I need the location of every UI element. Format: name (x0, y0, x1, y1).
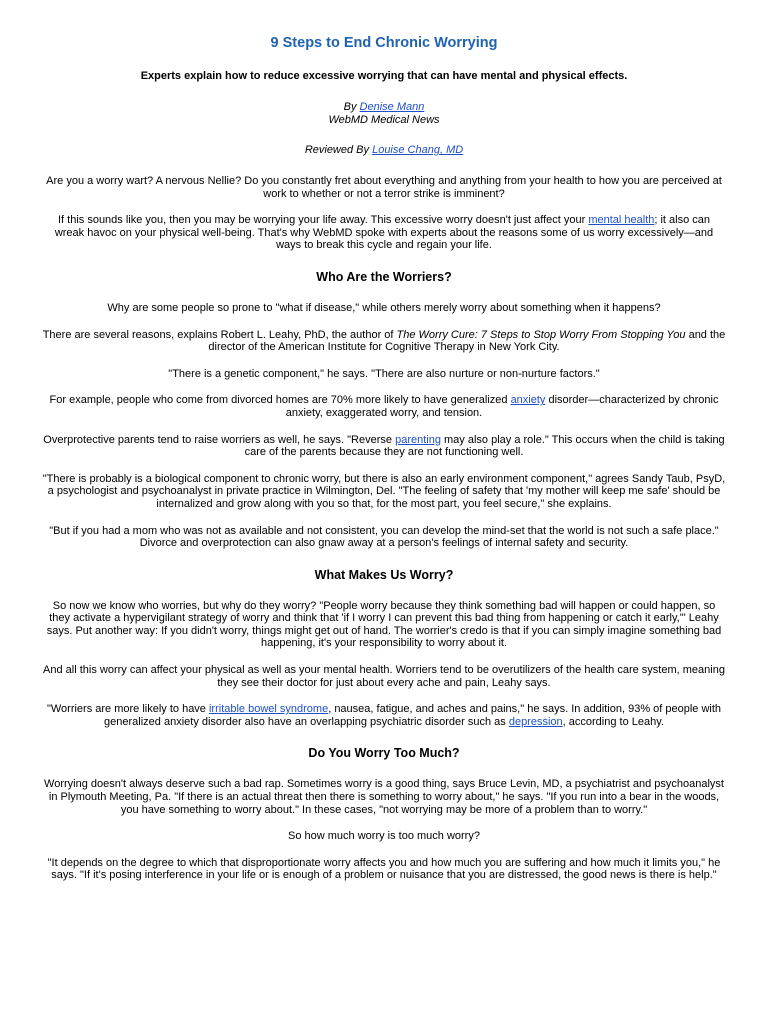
book-title: The Worry Cure: 7 Steps to Stop Worry From Stopping You (396, 328, 686, 341)
reviewed-by (42, 144, 726, 157)
section1-paragraph-2: There are several reasons, explains Robert L. Leahy, PhD, the author of The Worry Cure: 7 Steps to Stop Worry From Stopping You and the director of the American Institute for Cognitive Therapy in New York City. (42, 328, 726, 354)
section2-paragraph-1: So now we know who worries, but why do they worry? "People worry because they think something bad will happen or could happen, so they activate a hypervigilant strategy of worry and think that 'if I worry I can prevent this bad thing from happening or catch it early,'" Leahy says. Put another way: If you didn't worry, things might get out of hand. The worrier's credo is that if you can simply imagine something bad happening, it's your responsibility to worry about it. (46, 599, 722, 650)
section2-paragraph-2: And all this worry can affect your physical as well as your mental health. Worriers tend to be overutilizers of the health care system, meaning they see their doctor for just about every ache and pain, Leahy says. (43, 664, 725, 689)
section1-paragraph-1: Why are some people so prone to "what if disease," while others merely worry about something when it happens? (107, 301, 661, 314)
parenting-link[interactable]: parenting (395, 433, 441, 446)
by-label: By (343, 101, 357, 113)
anxiety-link[interactable]: anxiety (510, 394, 546, 407)
depression-link[interactable]: depression (508, 715, 563, 728)
section3-paragraph-3: "It depends on the degree to which that disproportionate worry affects you and how much you are suffering and how much it limits you," he says. "If it's posing interference in your life or is enough of a problem or nuisance that you are distressed, the good news is there is help." (47, 856, 721, 882)
article-subtitle: Experts explain how to reduce excessive worrying that can have mental and physical effects. (140, 70, 628, 82)
section-heading-worry: What Makes Us Worry? (314, 567, 454, 582)
section3-paragraph-2: So how much worry is too much worry? (288, 830, 480, 843)
section1-paragraph-7: "But if you had a mom who was not as available and not consistent, you can develop the mind-set that the world is not such a safe place." Divorce and overprotection can also gnaw away at a person's feelings of internal safety and security. (49, 524, 719, 550)
ibs-link[interactable]: irritable bowel syndrome (208, 703, 329, 716)
article-title: 9 Steps to End Chronic Worrying (270, 35, 498, 51)
section3-paragraph-1: Worrying doesn't always deserve such a bad rap. Sometimes worry is a good thing, says Bruce Levin, MD, a psychiatrist and psychoanalyst in Plymouth Meeting, Pa. "If there is an actual threat then there is something to worry about," he says. "If you run into a bear in the woods, you have something to worry about." In these cases, "not worrying may be more of a problem than to worry." (44, 778, 724, 816)
section1-paragraph-4: For example, people who come from divorced homes are 70% more likely to have generalized anxiety disorder—characterized by chronic anxiety, exaggerated worry, and tension. (49, 394, 719, 419)
publication: WebMD Medical News (328, 114, 440, 126)
reviewer-link[interactable]: Louise Chang, MD (372, 144, 464, 156)
section1-paragraph-6: "There is probably is a biological component to chronic worry, but there is also an early environment component," agrees Sandy Taub, PsyD, a psychologist and psychoanalyst in private practice in Wilmington, Del. "The feeling of safety that 'my mother will keep me safe' should be internalized and grow along with you so that, for the most part, you feel secure," she explains. (42, 472, 726, 510)
section-heading-too-much: Do You Worry Too Much? (308, 746, 460, 761)
reviewed-label: Reviewed By (304, 144, 370, 156)
intro-paragraph-2: If this sounds like you, then you may be worrying your life away. This excessive worry doesn't just affect your mental health; it also can wreak havoc on your physical well-being. That's why WebMD spoke with experts about the reasons some of us worry excessively—and ways to break this cycle and regain your life. (54, 214, 714, 252)
author-link[interactable]: Denise Mann (359, 101, 425, 113)
mental-health-link[interactable]: mental health (588, 214, 655, 227)
section-heading-worriers: Who Are the Worriers? (316, 269, 452, 284)
section1-paragraph-3: "There is a genetic component," he says. "There are also nurture or non-nurture factors." (168, 367, 600, 380)
section2-paragraph-3: "Worriers are more likely to have irritable bowel syndrome, nausea, fatigue, and aches and pains," he says. In addition, 93% of people with generalized anxiety disorder also have an overlapping psychiatric disorder such as depression, according to Leahy. (46, 703, 722, 728)
section1-paragraph-5: Overprotective parents tend to raise worriers as well, he says. "Reverse parenting may also play a role." This occurs when the child is taking care of the parents because they are not functioning well. (43, 433, 725, 459)
intro-paragraph-1: Are you a worry wart? A nervous Nellie? Do you constantly fret about everything and anything from your health to how you are perceived at work to whether or not a terror strike is imminent? (46, 175, 722, 200)
byline (42, 101, 726, 127)
